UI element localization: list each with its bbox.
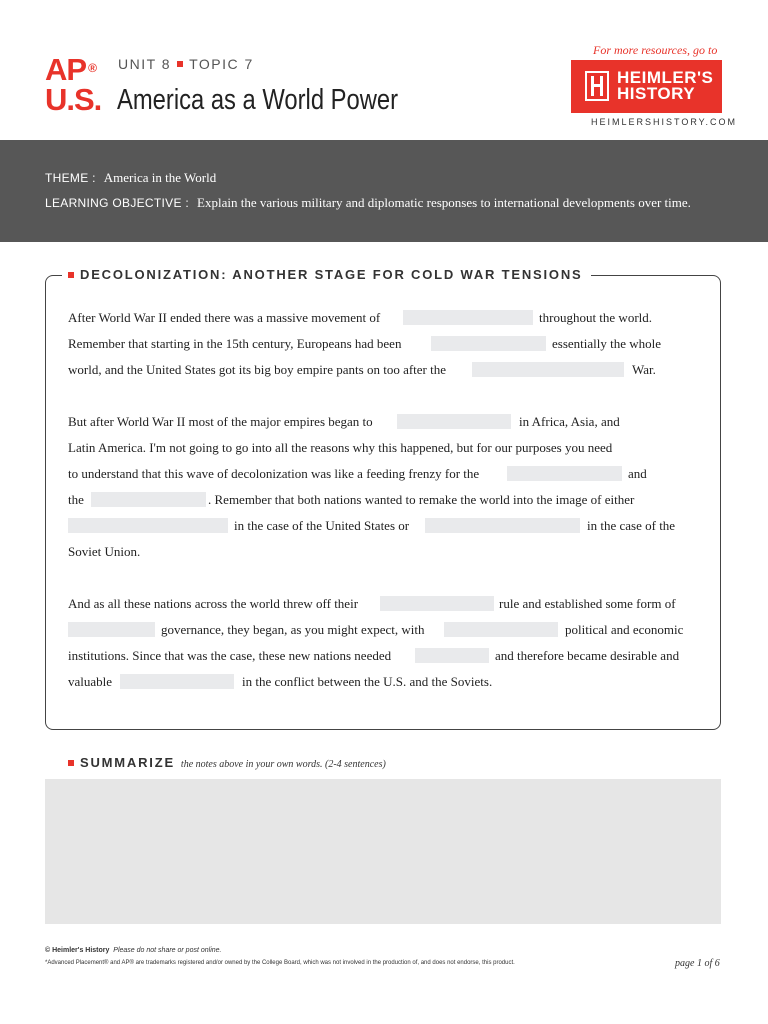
unit-topic-label <box>118 56 254 72</box>
heimlers-history-logo[interactable] <box>571 60 722 113</box>
theme-band <box>0 140 768 242</box>
note-text: world, and the United States got its big boy empire pants on too after the <box>68 362 447 377</box>
note-text: governance, they began, as you might expect, with <box>161 622 425 637</box>
note-text: War. <box>632 362 656 377</box>
fill-in-blank[interactable] <box>444 622 558 637</box>
brand-url-link[interactable]: HEIMLERSHISTORY.COM <box>591 117 738 127</box>
note-text: After World War II ended there was a massive movement of <box>68 310 381 325</box>
note-text: But after World War II most of the major empires began to <box>68 414 373 429</box>
note-text: in the conflict between the U.S. and the Soviets. <box>242 674 493 689</box>
note-text: valuable <box>68 674 113 689</box>
fill-in-blank[interactable] <box>397 414 511 429</box>
note-text: and <box>628 466 647 481</box>
summarize-instructions: the notes above in your own words. (2-4 sentences) <box>180 759 386 770</box>
more-resources-text: For more resources, go to <box>593 43 718 57</box>
fill-in-blank[interactable] <box>425 518 580 533</box>
theme-label: THEME : <box>45 171 96 185</box>
summarize-heading: SUMMARIZE the notes above in your own words. (2-4 sentences) <box>62 755 394 770</box>
fill-in-blank[interactable] <box>472 362 624 377</box>
objective-label: LEARNING OBJECTIVE : <box>45 196 190 210</box>
note-text: throughout the world. <box>539 310 653 325</box>
page-title: America as a World Power <box>117 84 399 116</box>
fill-in-blank[interactable] <box>415 648 489 663</box>
fill-in-blank[interactable] <box>507 466 622 481</box>
fill-in-blank[interactable] <box>68 622 155 637</box>
topic-label: TOPIC 7 <box>189 56 254 72</box>
footer-copyright: © Heimler's History Please do not share or post online. <box>45 947 222 954</box>
note-text: Remember that starting in the 15th century, Europeans had been <box>68 336 402 351</box>
note-text: And as all these nations across the world threw off their <box>68 596 359 611</box>
note-text: essentially the whole <box>552 336 662 351</box>
fill-in-blank[interactable] <box>403 310 533 325</box>
h-logo-icon <box>585 71 609 101</box>
ap-us-logo: AP ® U.S. <box>45 52 102 117</box>
fill-in-blank[interactable] <box>91 492 206 507</box>
note-text: rule and established some form of <box>499 596 676 611</box>
fill-in-blank[interactable] <box>68 518 228 533</box>
square-bullet-icon <box>177 61 183 67</box>
section-heading: DECOLONIZATION: ANOTHER STAGE FOR COLD WAR TENSIONS <box>62 267 591 282</box>
footer-trademark: *Advanced Placement® and AP® are trademarks registered and/or owned by the College Board, which was not involved in the production of, and does not endorse, this product. <box>45 960 515 966</box>
theme-value: America in the World <box>103 170 217 185</box>
fill-in-blank[interactable] <box>380 596 494 611</box>
square-bullet-icon <box>68 760 74 766</box>
note-text: to understand that this wave of decolonization was like a feeding frenzy for the <box>68 466 480 481</box>
objective-value: Explain the various military and diplomatic responses to international developments over time. <box>197 195 691 210</box>
note-text: Soviet Union. <box>68 544 141 559</box>
note-text: in Africa, Asia, and <box>519 414 620 429</box>
objective-row <box>45 195 691 211</box>
note-text: political and economic <box>565 622 684 637</box>
note-text: institutions. Since that was the case, these new nations needed <box>68 648 392 663</box>
page-number: page 1 of 6 <box>675 958 720 969</box>
note-text: Latin America. I'm not going to go into all the reasons why this happened, but for our purposes you need <box>68 440 613 455</box>
note-text: the <box>68 492 84 507</box>
fill-in-blank[interactable] <box>431 336 546 351</box>
note-text: in the case of the United States or <box>234 518 410 533</box>
summary-input-area[interactable] <box>45 779 721 924</box>
brand-name: HEIMLER'S HISTORY <box>617 68 714 103</box>
note-text: . Remember that both nations wanted to remake the world into the image of either <box>208 492 635 507</box>
theme-row <box>45 170 216 186</box>
unit-label: UNIT 8 <box>118 56 172 72</box>
square-bullet-icon <box>68 272 74 278</box>
note-text: in the case of the <box>587 518 676 533</box>
fill-in-blank[interactable] <box>120 674 234 689</box>
note-text: and therefore became desirable and <box>495 648 680 663</box>
